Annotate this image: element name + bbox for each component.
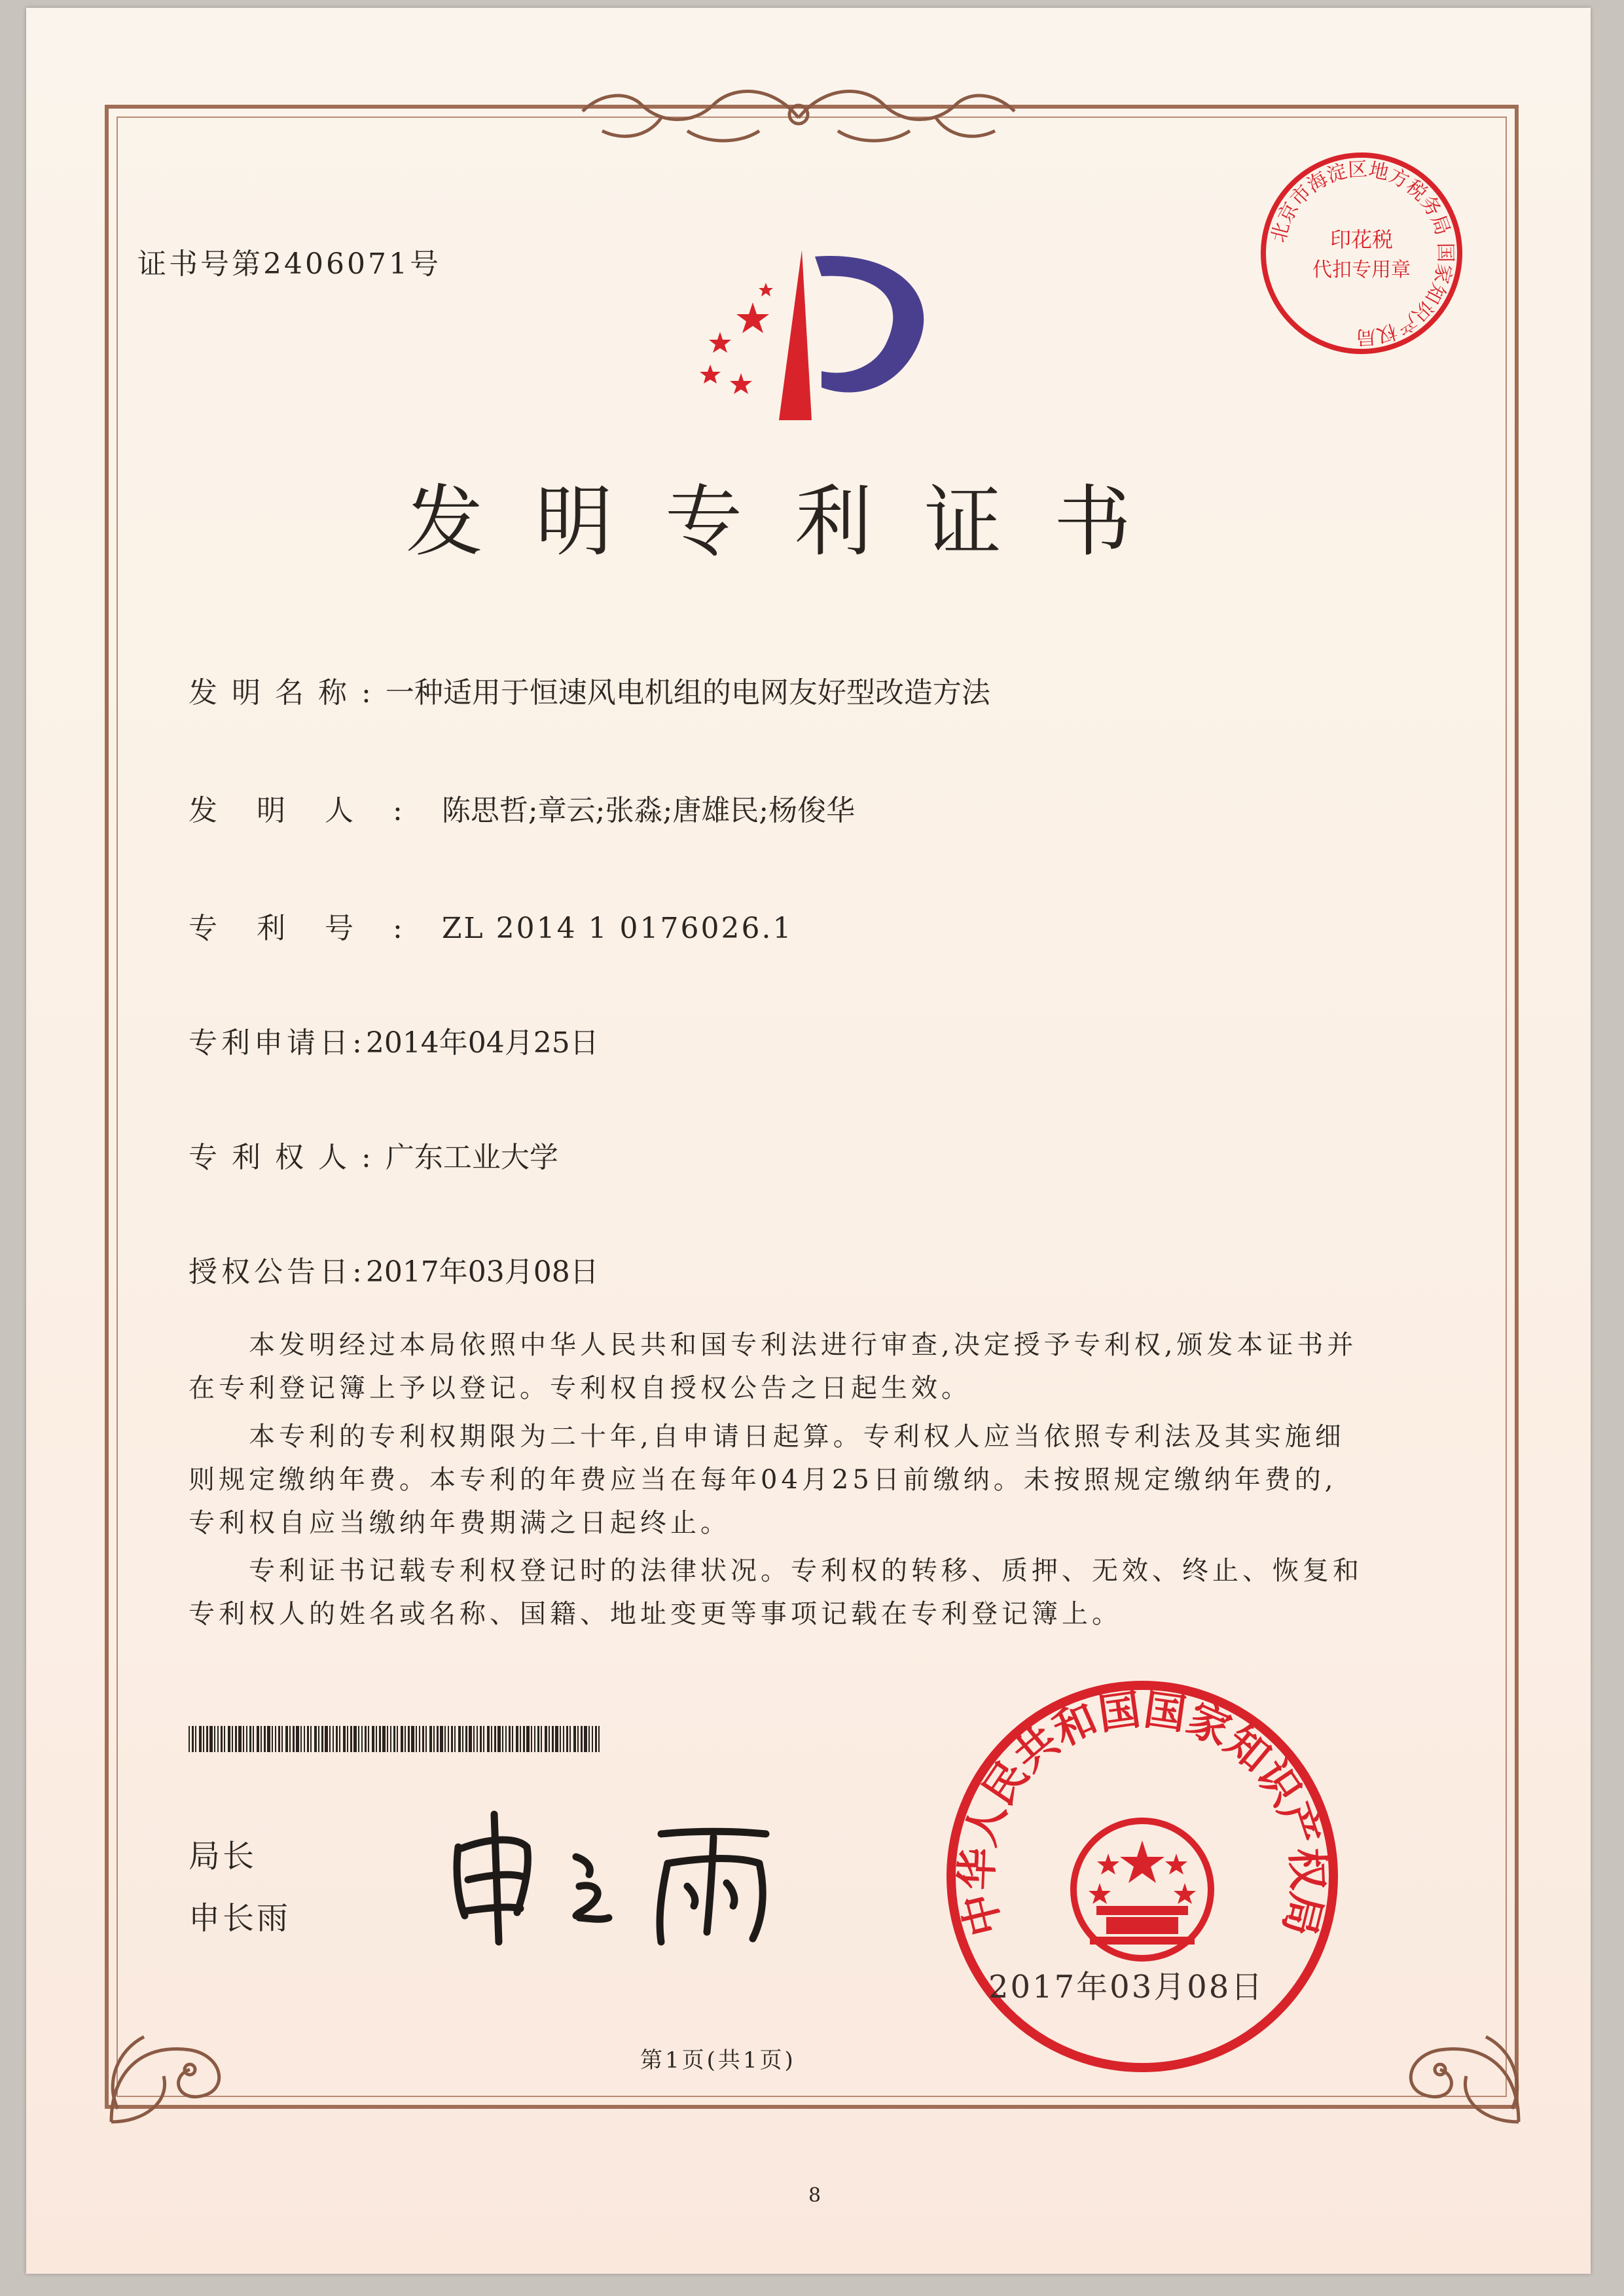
seal-date: 2017年03月08日 bbox=[988, 1969, 1265, 2005]
barcode-bar bbox=[281, 1726, 283, 1752]
field-application-date-value: 2014年04月25日 bbox=[365, 1026, 599, 1060]
top-ornament bbox=[563, 79, 1034, 151]
barcode-bar bbox=[598, 1726, 600, 1752]
barcode-bar bbox=[577, 1726, 579, 1752]
barcode-bar bbox=[451, 1726, 453, 1752]
barcode-bar bbox=[257, 1726, 259, 1752]
barcode-bar bbox=[422, 1726, 424, 1752]
page-number: 第1页(共1页) bbox=[640, 2047, 796, 2073]
barcode-bar bbox=[560, 1726, 561, 1752]
bottom-right-ornament bbox=[1368, 1971, 1538, 2142]
field-inventors-value: 陈思哲;章云;张淼;唐雄民;杨俊华 bbox=[441, 794, 856, 827]
field-grant-date bbox=[189, 1248, 599, 1290]
barcode-bar bbox=[523, 1726, 525, 1752]
barcode-bar bbox=[278, 1726, 280, 1752]
certificate-title: 发明专利证书 bbox=[406, 476, 1184, 567]
barcode-bar bbox=[206, 1726, 208, 1752]
field-grant-date-label: 授权公告日: bbox=[189, 1255, 366, 1289]
barcode-bar bbox=[343, 1726, 346, 1752]
office-seal bbox=[939, 1674, 1345, 2079]
barcode-bar bbox=[411, 1726, 414, 1752]
barcode-bar bbox=[232, 1726, 233, 1752]
director-signature bbox=[445, 1801, 812, 1952]
bottom-left-ornament bbox=[92, 1971, 262, 2142]
barcode-bar bbox=[267, 1726, 270, 1752]
barcode-bar bbox=[584, 1726, 587, 1752]
barcode-bar bbox=[246, 1726, 247, 1752]
barcode-bar bbox=[336, 1726, 338, 1752]
barcode-bar bbox=[440, 1726, 443, 1752]
barcode-bar bbox=[397, 1726, 398, 1752]
barcode bbox=[189, 1726, 601, 1752]
barcode-bar bbox=[376, 1726, 377, 1752]
barcode-bar bbox=[372, 1726, 374, 1752]
barcode-bar bbox=[321, 1726, 323, 1752]
barcode-bar bbox=[465, 1726, 467, 1752]
barcode-bar bbox=[405, 1726, 406, 1752]
barcode-bar bbox=[339, 1726, 340, 1752]
barcode-bar bbox=[368, 1726, 369, 1752]
field-patent-number-label: 专利号: bbox=[189, 912, 442, 945]
barcode-bar bbox=[566, 1726, 568, 1752]
scan-page-number: 8 bbox=[808, 2184, 821, 2207]
barcode-bar bbox=[304, 1726, 305, 1752]
barcode-bar bbox=[209, 1726, 213, 1752]
barcode-bar bbox=[272, 1726, 273, 1752]
paragraph-legal-status: 专利证书记载专利权登记时的法律状况。专利权的转移、质押、无效、终止、恢复和专利权人的姓名或名称、国籍、地址变更等事项记载在专利登记簿上。 bbox=[189, 1556, 1363, 1629]
barcode-bar bbox=[365, 1726, 367, 1752]
field-application-date-label: 专利申请日: bbox=[189, 1026, 366, 1060]
barcode-bar bbox=[569, 1726, 571, 1752]
certificate-page bbox=[26, 8, 1591, 2274]
barcode-bar bbox=[285, 1726, 288, 1752]
barcode-bar bbox=[462, 1726, 463, 1752]
barcode-bar bbox=[235, 1726, 237, 1752]
barcode-bar bbox=[483, 1726, 484, 1752]
barcode-bar bbox=[526, 1726, 530, 1752]
barcode-bar bbox=[192, 1726, 194, 1752]
barcode-bar bbox=[358, 1726, 359, 1752]
barcode-bar bbox=[261, 1726, 262, 1752]
barcode-bar bbox=[512, 1726, 513, 1752]
barcode-bar bbox=[300, 1726, 302, 1752]
barcode-bar bbox=[563, 1726, 564, 1752]
barcode-bar bbox=[310, 1726, 312, 1752]
barcode-bar bbox=[516, 1726, 518, 1752]
barcode-bar bbox=[448, 1726, 449, 1752]
barcode-bar bbox=[480, 1726, 482, 1752]
barcode-bar bbox=[408, 1726, 410, 1752]
logo-stars bbox=[700, 283, 773, 394]
barcode-bar bbox=[393, 1726, 395, 1752]
tax-seal-center-line1: 印花税 bbox=[1329, 227, 1394, 252]
office-seal-text: 中华人民共和国国家知识产权局 bbox=[952, 1685, 1332, 1941]
tax-seal-ring-text: 北京市海淀区地方税务局 国家知识产权局 bbox=[1267, 158, 1457, 349]
director-role: 局长 bbox=[189, 1838, 257, 1874]
barcode-bar bbox=[454, 1726, 456, 1752]
barcode-bar bbox=[347, 1726, 348, 1752]
barcode-bar bbox=[275, 1726, 276, 1752]
field-inventors-label: 发明人: bbox=[189, 794, 442, 827]
patent-office-logo bbox=[681, 224, 956, 433]
field-invention-name bbox=[189, 669, 990, 711]
barcode-bar bbox=[487, 1726, 490, 1752]
field-invention-name-value: 一种适用于恒速风电机组的电网友好型改造方法 bbox=[385, 676, 990, 709]
field-patent-number-value: ZL 2014 1 0176026.1 bbox=[441, 912, 793, 945]
tax-seal bbox=[1257, 149, 1466, 358]
barcode-bar bbox=[318, 1726, 319, 1752]
barcode-bar bbox=[581, 1726, 583, 1752]
field-grant-date-value: 2017年03月08日 bbox=[365, 1255, 599, 1289]
barcode-bar bbox=[214, 1726, 215, 1752]
barcode-bar bbox=[502, 1726, 503, 1752]
certificate-number: 证书号第2406071号 bbox=[137, 247, 441, 281]
barcode-bar bbox=[497, 1726, 501, 1752]
barcode-bar bbox=[264, 1726, 266, 1752]
barcode-bar bbox=[333, 1726, 334, 1752]
barcode-bar bbox=[505, 1726, 507, 1752]
barcode-bar bbox=[494, 1726, 496, 1752]
field-patentee-value: 广东工业大学 bbox=[385, 1141, 558, 1174]
barcode-bar bbox=[379, 1726, 381, 1752]
barcode-bar bbox=[531, 1726, 532, 1752]
barcode-bar bbox=[221, 1726, 223, 1752]
barcode-bar bbox=[588, 1726, 590, 1752]
barcode-bar bbox=[433, 1726, 435, 1752]
barcode-bar bbox=[293, 1726, 295, 1752]
barcode-bar bbox=[189, 1726, 190, 1752]
field-application-date bbox=[189, 1019, 599, 1061]
barcode-bar bbox=[325, 1726, 328, 1752]
barcode-bar bbox=[520, 1726, 521, 1752]
field-patentee-label: 专利权人: bbox=[189, 1141, 386, 1174]
barcode-bar bbox=[203, 1726, 204, 1752]
barcode-bar bbox=[473, 1726, 475, 1752]
barcode-bar bbox=[419, 1726, 420, 1752]
barcode-bar bbox=[353, 1726, 357, 1752]
barcode-bar bbox=[545, 1726, 547, 1752]
barcode-bar bbox=[401, 1726, 403, 1752]
barcode-bar bbox=[195, 1726, 196, 1752]
paragraph-term-statement: 本专利的专利权期限为二十年,自申请日起算。专利权人应当依照专利法及其实施细则规定缴纳年费。本专利的年费应当在每年04月25日前缴纳。未按照规定缴纳年费的,专利权自应当缴纳年费期满之日起终止。 bbox=[189, 1422, 1345, 1538]
field-patent-number bbox=[189, 905, 793, 946]
barcode-bar bbox=[382, 1726, 386, 1752]
field-invention-name-label: 发明名称: bbox=[189, 676, 386, 709]
barcode-bar bbox=[541, 1726, 542, 1752]
barcode-bar bbox=[390, 1726, 391, 1752]
barcode-bar bbox=[329, 1726, 331, 1752]
barcode-bar bbox=[444, 1726, 446, 1752]
barcode-bar bbox=[253, 1726, 254, 1752]
barcode-bar bbox=[361, 1726, 363, 1752]
barcode-bar bbox=[224, 1726, 225, 1752]
barcode-bar bbox=[416, 1726, 417, 1752]
director-name: 申长雨 bbox=[189, 1900, 291, 1937]
barcode-bar bbox=[592, 1726, 593, 1752]
national-emblem bbox=[1074, 1821, 1211, 1958]
barcode-bar bbox=[573, 1726, 576, 1752]
barcode-bar bbox=[425, 1726, 427, 1752]
barcode-bar bbox=[549, 1726, 550, 1752]
barcode-bar bbox=[228, 1726, 230, 1752]
barcode-bar bbox=[555, 1726, 558, 1752]
barcode-bar bbox=[509, 1726, 511, 1752]
barcode-bar bbox=[350, 1726, 352, 1752]
barcode-bar bbox=[249, 1726, 251, 1752]
barcode-bar bbox=[429, 1726, 432, 1752]
barcode-bar bbox=[296, 1726, 299, 1752]
barcode-bar bbox=[458, 1726, 461, 1752]
barcode-bar bbox=[199, 1726, 202, 1752]
barcode-bar bbox=[469, 1726, 472, 1752]
barcode-bar bbox=[387, 1726, 388, 1752]
barcode-bar bbox=[552, 1726, 554, 1752]
barcode-bar bbox=[537, 1726, 539, 1752]
barcode-bar bbox=[243, 1726, 244, 1752]
barcode-bar bbox=[477, 1726, 478, 1752]
tax-seal-center-line2: 代扣专用章 bbox=[1312, 259, 1411, 281]
barcode-bar bbox=[314, 1726, 317, 1752]
barcode-bar bbox=[437, 1726, 439, 1752]
barcode-bar bbox=[307, 1726, 309, 1752]
barcode-bar bbox=[289, 1726, 291, 1752]
barcode-bar bbox=[217, 1726, 219, 1752]
field-inventors bbox=[189, 787, 855, 829]
barcode-bar bbox=[595, 1726, 597, 1752]
field-patentee bbox=[189, 1134, 558, 1175]
barcode-bar bbox=[238, 1726, 242, 1752]
barcode-bar bbox=[491, 1726, 492, 1752]
barcode-bar bbox=[534, 1726, 535, 1752]
paragraph-grant-statement: 本发明经过本局依照中华人民共和国专利法进行审查,决定授予专利权,颁发本证书并在专利登记簿上予以登记。专利权自授权公告之日起生效。 bbox=[189, 1330, 1358, 1403]
